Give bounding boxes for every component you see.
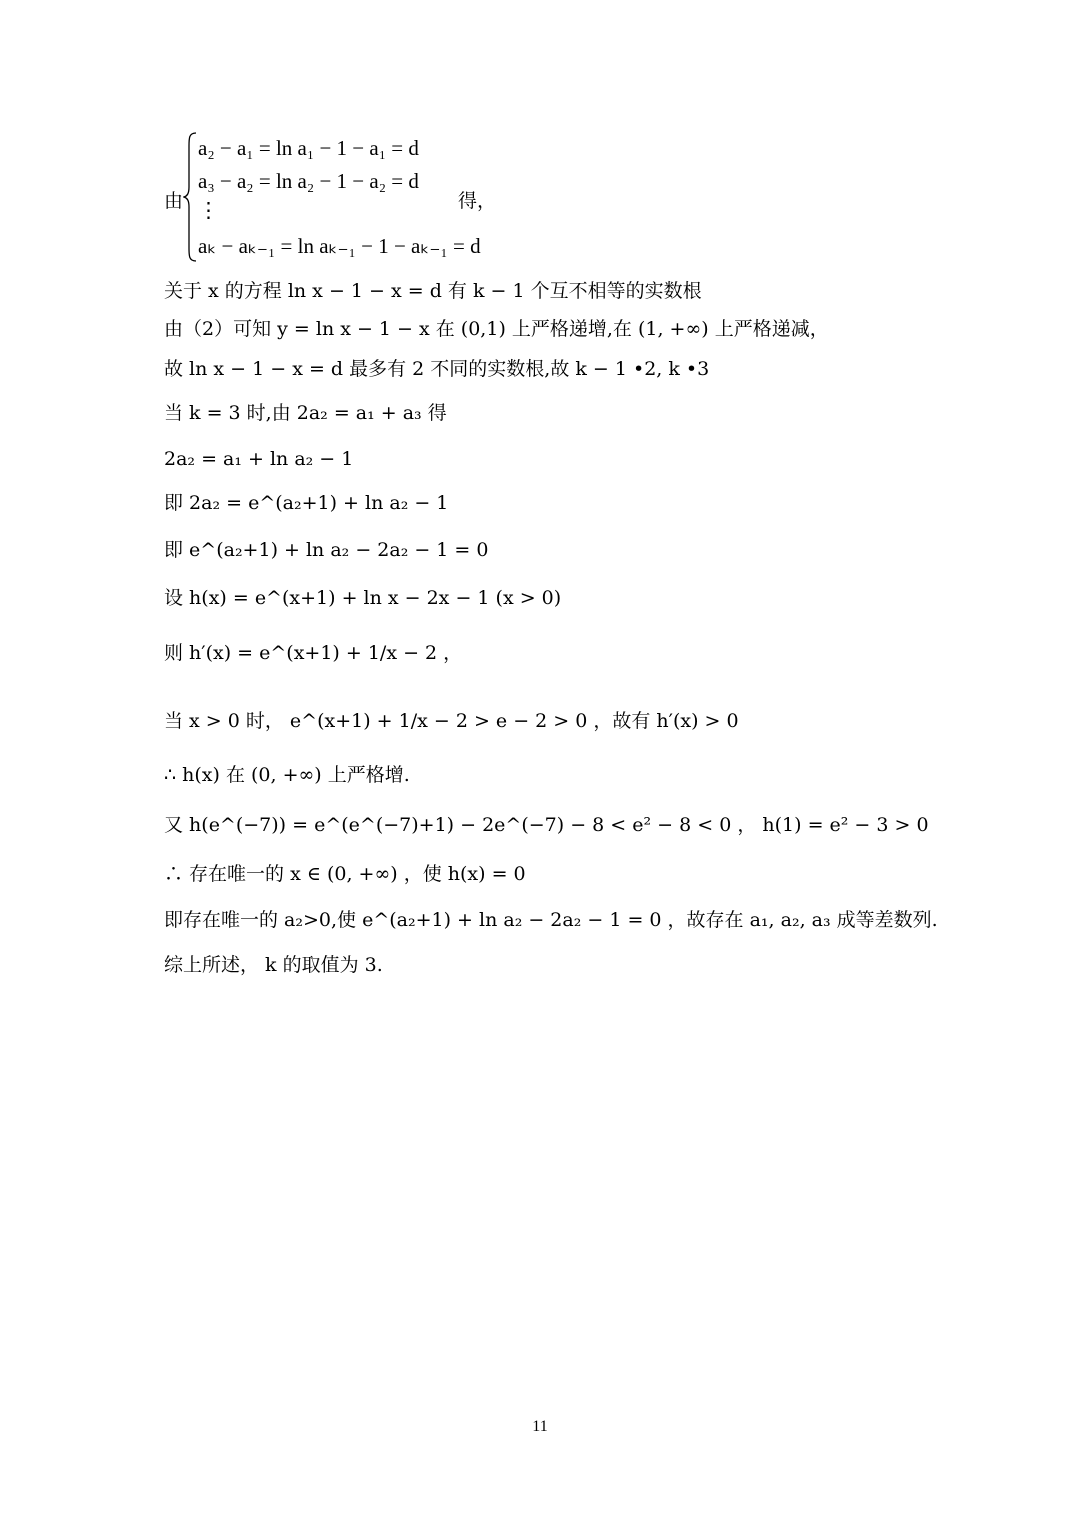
text-line-12: 又 h(e^(−7)) = e^(e^(−7)+1) − 2e^(−7) − 8 < e² − 8 < 0 ， h(1) = e² − 3 > 0 xyxy=(164,814,929,836)
text-line-9: 则 h′(x) = e^(x+1) + 1/x − 2 ， xyxy=(164,642,463,664)
page-number: 11 xyxy=(532,1418,548,1435)
system-row-2: a₃ − a₂ = ln a₂ − 1 − a₂ = d xyxy=(198,169,419,193)
system-row-1: a₂ − a₁ = ln a₁ − 1 − a₁ = d xyxy=(198,136,419,160)
text-line-7: 即 e^(a₂+1) + ln a₂ − 2a₂ − 1 = 0 xyxy=(164,539,489,561)
text-line-11: ∴ h(x) 在 (0, +∞) 上严格增. xyxy=(164,764,410,786)
text-line-14: 即存在唯一的 a₂>0,使 e^(a₂+1) + ln a₂ − 2a₂ − 1 = 0 ，故存在 a₁, a₂, a₃ 成等差数列. xyxy=(164,909,938,931)
system-suffix: 得， xyxy=(458,190,497,212)
text-line-4: 当 k = 3 时,由 2a₂ = a₁ + a₃ 得 xyxy=(164,402,447,424)
text-line-3: 故 ln x − 1 − x = d 最多有 2 不同的实数根,故 k − 1 •2, k •3 xyxy=(164,358,710,380)
text-line-6: 即 2a₂ = e^(a₂+1) + ln a₂ − 1 xyxy=(164,492,449,514)
text-line-15: 综上所述， k 的取值为 3. xyxy=(164,954,383,976)
system-row-3: ⋮ xyxy=(198,198,219,222)
text-line-5: 2a₂ = a₁ + ln a₂ − 1 xyxy=(164,448,354,470)
left-brace-icon xyxy=(183,132,197,262)
system-row-4: aₖ − aₖ₋₁ = ln aₖ₋₁ − 1 − aₖ₋₁ = d xyxy=(198,234,481,258)
text-line-13: ∴ 存在唯一的 x ∈ (0, +∞) ，使 h(x) = 0 xyxy=(164,863,526,885)
text-line-1: 关于 x 的方程 ln x − 1 − x = d 有 k − 1 个互不相等的实数根 xyxy=(164,280,702,302)
system-prefix: 由 xyxy=(164,190,184,212)
text-line-2: 由（2）可知 y = ln x − 1 − x 在 (0,1) 上严格递增,在 (1, +∞) 上严格递减， xyxy=(164,318,829,340)
text-line-8: 设 h(x) = e^(x+1) + ln x − 2x − 1 (x > 0) xyxy=(164,587,562,609)
text-line-10: 当 x > 0 时， e^(x+1) + 1/x − 2 > e − 2 > 0 ，故有 h′(x) > 0 xyxy=(164,710,739,732)
